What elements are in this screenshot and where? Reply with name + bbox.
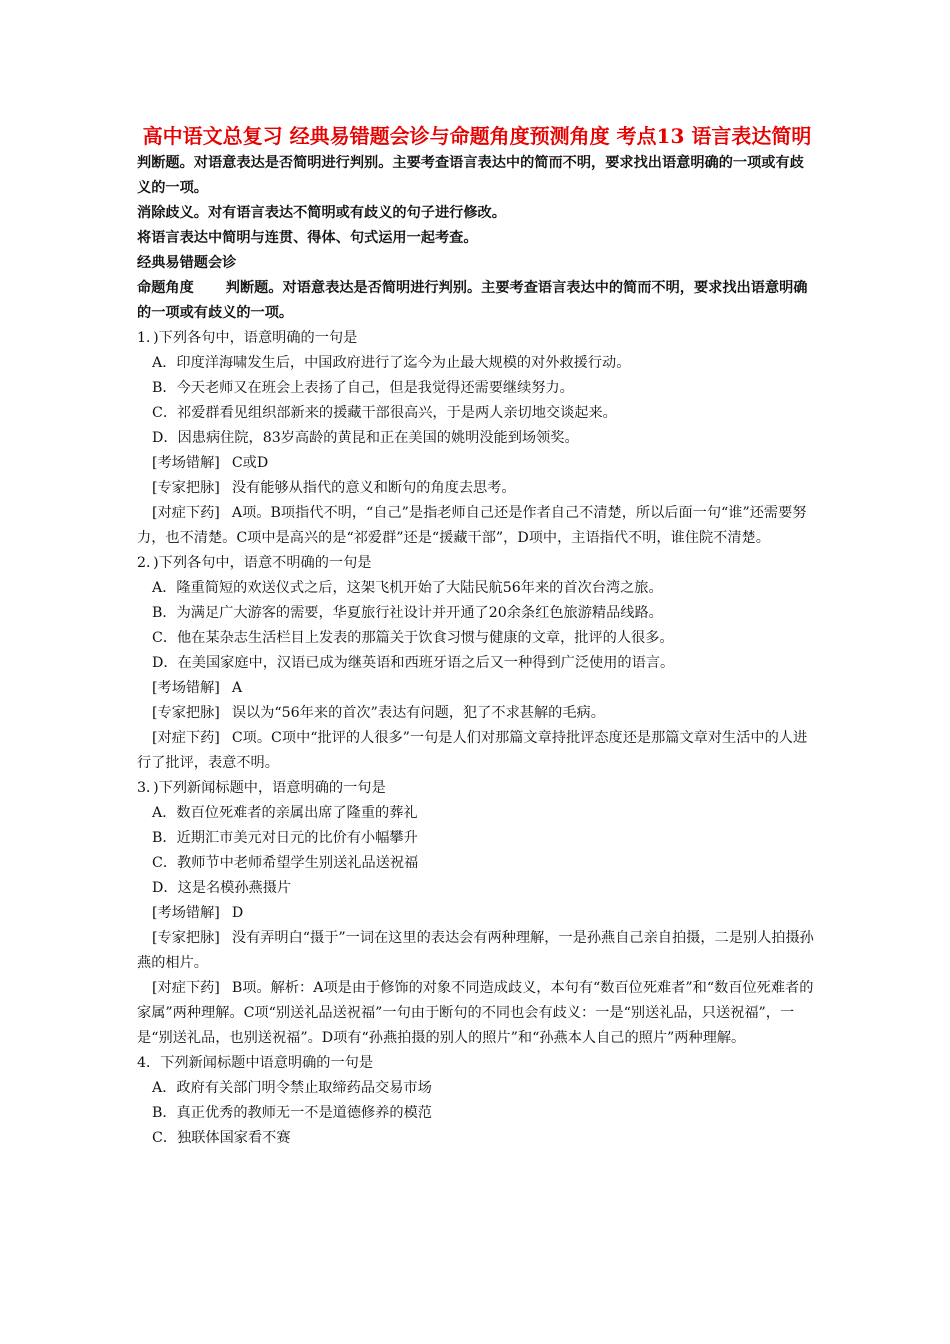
question-3-option-d: D．这是名模孙燕摄片 [152,880,292,896]
solution-text: A项。B项指代不明，“自己”是指老师自己还是作者自己不清楚，所以后面一句“谁”还需要努力，也不清楚。C项中是高兴的是“祁爱群”还是“援藏干部”，D项中，主语指代不明，谁住院不清楚。 [137,505,807,546]
angle-label: 命题角度 [137,280,194,296]
document-title: 高中语文总复习 经典易错题会诊与命题角度预测角度 考点13 语言表达简明 [142,124,812,148]
question-1-expert-note [137,476,817,501]
question-4-option-b: B．真正优秀的教师无一不是道德修养的模范 [152,1105,432,1121]
question-2-option-c: C．他在某杂志生活栏目上发表的那篇关于饮食习惯与健康的文章，批评的人很多。 [152,630,674,646]
question-3-option-b: B．近期汇市美元对日元的比价有小幅攀升 [152,830,418,846]
intro-line-3: 将语言表达中简明与连贯、得体、句式运用一起考查。 [137,230,478,246]
question-2-option-b: B．为满足广大游客的需要，华夏旅行社设计并开通了20余条红色旅游精品线路。 [152,605,663,621]
solution-text: C项。C项中“批评的人很多”一句是人们对那篇文章持批评态度还是那篇文章对生活中的人进行了批评，表意不明。 [137,730,808,771]
question-1-option-a: A．印度洋海啸发生后，中国政府进行了迄今为止最大规模的对外救援行动。 [152,355,631,371]
solution-label: [对症下药] [152,980,220,996]
wrong-answer-label: [考场错解] [152,680,220,696]
wrong-answer-text: D [231,905,244,921]
question-2-option-d: D．在美国家庭中，汉语已成为继英语和西班牙语之后又一种得到广泛使用的语言。 [152,655,675,671]
wrong-answer-text: A [231,680,243,696]
solution-label: [对症下药] [152,505,220,521]
expert-note-label: [专家把脉] [152,705,220,721]
question-2-wrong-answer [137,676,817,701]
question-1-wrong-answer [137,451,817,476]
section-heading: 经典易错题会诊 [137,255,237,271]
question-3-expert-note [137,926,817,976]
question-2-expert-note [137,701,817,726]
question-2-solution [137,726,817,776]
question-3-stem: 3．)下列新闻标题中，语意明确的一句是 [137,780,386,796]
expert-note-label: [专家把脉] [152,480,220,496]
question-4-option-a: A．政府有关部门明令禁止取缔药品交易市场 [152,1080,432,1096]
question-1-solution [137,501,817,551]
question-4-option-c: C．独联体国家看不赛 [152,1130,291,1146]
question-1-option-d: D．因患病住院，83岁高龄的黄昆和正在美国的姚明没能到场领奖。 [152,430,579,446]
question-3-solution [137,976,817,1051]
expert-note-text: 没有能够从指代的意义和断句的角度去思考。 [231,480,516,496]
question-2-option-a: A．隆重简短的欢送仪式之后，这架飞机开始了大陆民航56年来的首次台湾之旅。 [152,580,663,596]
expert-note-text: 误以为“56年来的首次”表达有问题，犯了不求甚解的毛病。 [231,705,605,721]
question-3-option-a: A．数百位死难者的亲属出席了隆重的葬礼 [152,805,418,821]
solution-label: [对症下药] [152,730,220,746]
question-2-stem: 2．)下列各句中，语意不明确的一句是 [137,555,372,571]
question-1-option-b: B．今天老师又在班会上表扬了自己，但是我觉得还需要继续努力。 [152,380,574,396]
intro-line-2: 消除歧义。对有语言表达不简明或有歧义的句子进行修改。 [137,205,506,221]
wrong-answer-text: C或D [231,455,269,471]
question-1-option-c: C．祁爱群看见组织部新来的援藏干部很高兴，于是两人亲切地交谈起来。 [152,405,617,421]
question-3-wrong-answer [137,901,817,926]
document-page [137,124,817,1151]
angle-paragraph [137,276,817,326]
question-1-stem: 1．)下列各句中，语意明确的一句是 [137,330,358,346]
wrong-answer-label: [考场错解] [152,455,220,471]
solution-text: B项。解析：A项是由于修饰的对象不同造成歧义，本句有“数百位死难者”和“数百位死难者的家属”两种理解。C项“别送礼品送祝福”一句由于断句的不同也会有歧义：一是“别送礼品，只送祝福”，一是“别送礼品，也别送祝福”。D项有“孙燕拍摄的别人的照片”和“孙燕本人自己的照片”两种理解。 [137,980,814,1046]
wrong-answer-label: [考场错解] [152,905,220,921]
question-4-stem: 4．下列新闻标题中语意明确的一句是 [137,1055,374,1071]
question-3-option-c: C．教师节中老师希望学生别送礼品送祝福 [152,855,419,871]
expert-note-label: [专家把脉] [152,930,220,946]
intro-line-1: 判断题。对语意表达是否简明进行判别。主要考查语言表达中的简而不明，要求找出语意明确的一项或有歧义的一项。 [137,155,804,196]
angle-text: 判断题。对语意表达是否简明进行判别。主要考查语言表达中的简而不明，要求找出语意明确的一项或有歧义的一项。 [137,280,808,321]
expert-note-text: 没有弄明白“摄于”一词在这里的表达会有两种理解，一是孙燕自己亲自拍摄，二是别人拍摄孙燕的相片。 [137,930,814,971]
